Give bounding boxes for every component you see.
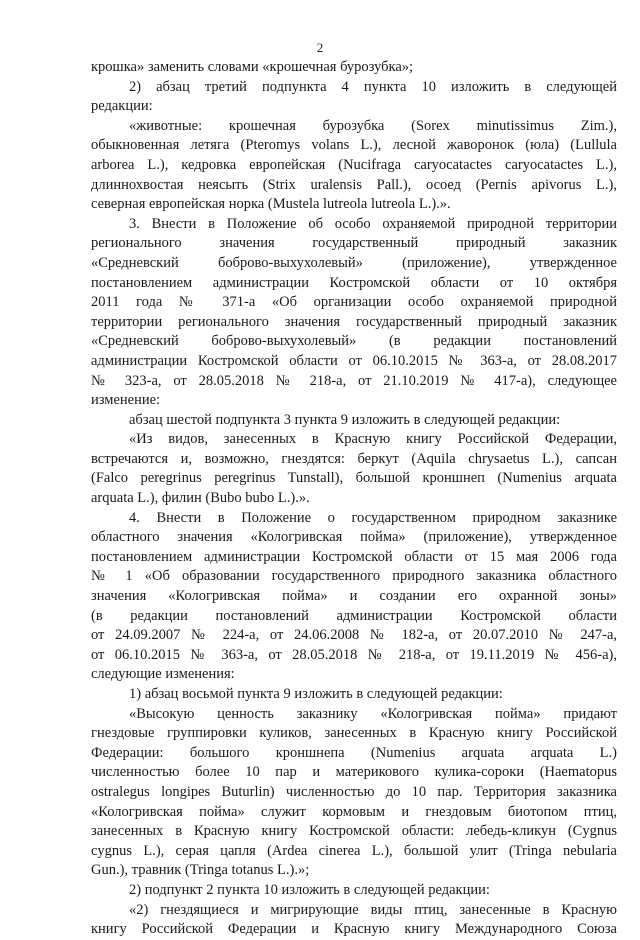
text-line: постановлением администрации Костромской области от 10 октября (91, 274, 617, 291)
text-line: «Средневский боброво-выхухолевый» (приложение), утвержденное (91, 254, 617, 271)
text-line: длиннохвостая неясыть (Strix uralensis Pall.), осоед (Pernis apivorus L.), (91, 176, 617, 193)
text-line: северная европейская норка (Mustela lutreola lutreola L.).». (91, 196, 451, 213)
text-line: «Средневский боброво-выхухолевый» (в редакции постановлений (91, 333, 617, 350)
text-line: областного значения «Кологривская пойма» (приложение), утвержденное (91, 529, 617, 546)
text-line: книгу Российской Федерации и Красную книгу Международного Союза (91, 921, 617, 938)
text-line: численностью более 10 пар и материкового кулика-сороки (Haematopus (91, 764, 617, 781)
text-line: постановлением администрации Костромской области от 15 мая 2006 года (91, 548, 617, 565)
text-line: гнездовые группировки куликов, занесенных в Красную книгу Российской (91, 725, 617, 742)
text-line: регионального значения государственный природный заказник (91, 235, 617, 252)
text-line: следующие изменения: (91, 666, 235, 683)
text-line: 4. Внести в Положение о государственном природном заказнике (129, 509, 617, 526)
text-line: Федерации: большого кроншнепа (Numenius arquata arquata L.) (91, 744, 617, 761)
text-line: (в редакции постановлений администрации Костромской области (91, 607, 617, 624)
text-line: крошка» заменить словами «крошечная бурозубка»; (91, 59, 414, 75)
text-line: 3. Внести в Положение об особо охраняемой природной территории (129, 215, 617, 232)
text-line: занесенных в Красную книгу Костромской области: лебедь-кликун (Cygnus (91, 823, 617, 840)
text-line: редакции: (91, 98, 153, 115)
text-line: территории регионального значения государственный природный заказник (91, 313, 617, 330)
text-line: администрации Костромской области от 06.10.2015 № 363-а, от 28.08.2017 (91, 352, 617, 369)
text-line: «Кологривская пойма» служит кормовым и гнездовым биотопом птиц, (91, 803, 617, 820)
text-line: обыкновенная летяга (Pteromys volans L.), лесной жаворонок (юла) (Lullula (91, 137, 617, 154)
document-body (91, 58, 617, 940)
text-line: «животные: крошечная бурозубка (Sorex minutissimus Zim.), (129, 117, 617, 134)
text-line: «Из видов, занесенных в Красную книгу Российской Федерации, (129, 431, 617, 448)
page-number: 2 (316, 40, 324, 55)
text-line: изменение: (91, 392, 161, 409)
text-line: абзац шестой подпункта 3 пункта 9 изложить в следующей редакции: (129, 411, 561, 428)
text-line: № 323-а, от 28.05.2018 № 218-а, от 21.10.2019 № 417-а), следующее (91, 372, 617, 389)
text-line: «Высокую ценность заказнику «Кологривская пойма» придают (129, 705, 617, 722)
text-line: значения «Кологривская пойма» и создании его охранной зоны» (91, 588, 617, 605)
text-line: 2) подпункт 2 пункта 10 изложить в следующей редакции: (129, 881, 490, 898)
text-line: 2011 года № 371-а «Об организации особо охраняемой природной (91, 294, 617, 311)
text-line: Gun.), травник (Tringa totanus L.).»; (91, 862, 310, 879)
text-line: от 24.09.2007 № 224-а, от 24.06.2008 № 182-а, от 20.07.2010 № 247-а, (91, 627, 617, 644)
text-line: от 06.10.2015 № 363-а, от 28.05.2018 № 218-а, от 19.11.2019 № 456-а), (91, 646, 617, 663)
text-line: 1) абзац восьмой пункта 9 изложить в следующей редакции: (129, 686, 503, 702)
text-line: ostralegus longipes Buturlin) численностью до 10 пар. Территория заказника (91, 783, 617, 800)
text-line: arborea L.), кедровка европейская (Nucifraga caryocatactes caryocatactes L.), (91, 156, 617, 173)
text-line: (Falco peregrinus peregrinus Tunstall), большой кроншнеп (Numenius arquata (91, 470, 617, 487)
text-line: arquata L.), филин (Bubo bubo L.).». (91, 490, 310, 507)
text-line: cygnus L.), серая цапля (Ardea cinerea L.), большой улит (Tringa nebularia (91, 842, 617, 859)
text-line: № 1 «Об образовании государственного природного заказника областного (91, 568, 617, 585)
text-line: 2) абзац третий подпункта 4 пункта 10 изложить в следующей (129, 78, 617, 95)
text-line: встречаются и, возможно, гнездятся: беркут (Aquila chrysaetus L.), сапсан (91, 450, 617, 467)
text-line: «2) гнездящиеся и мигрирующие виды птиц, занесенные в Красную (129, 901, 617, 918)
